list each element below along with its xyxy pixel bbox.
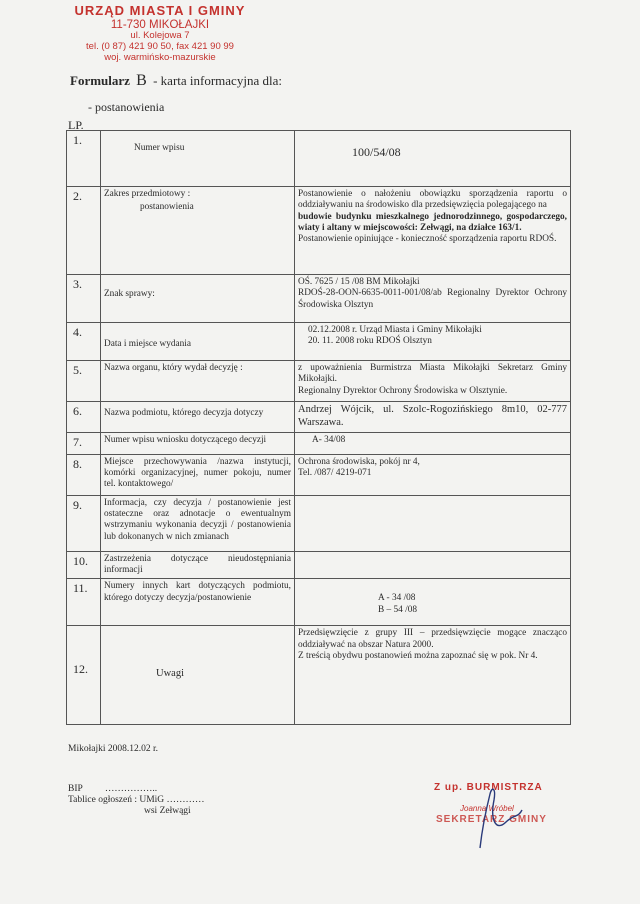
info-card-table xyxy=(66,130,571,725)
table-row xyxy=(67,361,571,402)
row-label xyxy=(101,361,295,402)
issue-date-1: 02.12.2008 r. Urząd Miasta i Gminy Mikołajki xyxy=(308,325,482,335)
form-title xyxy=(70,72,282,90)
row-label xyxy=(101,402,295,433)
row-number: 10. xyxy=(67,551,101,579)
sig-stamp-line1: Z up. BURMISTRZA xyxy=(434,782,543,793)
row-label xyxy=(101,275,295,323)
table-row xyxy=(67,402,571,433)
form-suffix: - karta informacyjna dla: xyxy=(153,73,282,88)
table-row xyxy=(67,323,571,361)
row-value xyxy=(295,402,571,433)
other-cards-1: A - 34 /08 xyxy=(378,593,416,604)
stamp-street: ul. Kolejowa 7 xyxy=(130,30,190,42)
table-row xyxy=(67,626,571,725)
other-cards-label: Numery innych kart dotyczących podmiotu, którego dotyczy decyzja/postanowienie xyxy=(104,581,291,603)
row-value xyxy=(295,579,571,626)
stamp-province: woj. warmińsko-mazurskie xyxy=(104,51,216,63)
row-number: 5. xyxy=(67,361,101,402)
row-number: 4. xyxy=(67,323,101,361)
finality-label: Informacja, czy decyzja / postanowienie jest ostateczne oraz adnotacje o ewentualnym wstrzymaniu wykonania decyzji / postanowienia lub dokonanych w nich zmianach xyxy=(104,497,291,542)
row-label xyxy=(101,131,295,187)
authority-1: z upoważnienia Burmistrza Miasta Mikołajki Sekretarz Gminy Mikołajki. xyxy=(298,363,567,385)
row-number: 11. xyxy=(67,579,101,626)
row-label xyxy=(101,579,295,626)
row-number: 3. xyxy=(67,275,101,323)
row-label xyxy=(101,495,295,551)
signature-stamp xyxy=(430,780,580,850)
row-label xyxy=(101,551,295,579)
remarks-2: Z treścią obydwu postanowień można zapoznać się w pok. Nr 4. xyxy=(298,650,538,661)
row-value xyxy=(295,626,571,725)
place-date: Mikołajki 2008.12.02 r. xyxy=(68,744,158,754)
village-name: wsi Zełwągi xyxy=(144,806,191,816)
bip-dots: …………….. xyxy=(104,784,158,794)
table-row xyxy=(67,579,571,626)
remarks-label: Uwagi xyxy=(156,668,184,680)
sig-stamp-line3: SEKRETARZ GMINY xyxy=(436,814,547,825)
handwritten-signature-icon xyxy=(460,780,560,852)
row-value xyxy=(295,551,571,579)
table-row xyxy=(67,275,571,323)
row-label xyxy=(101,323,295,361)
stamp-phone: tel. (0 87) 421 90 50, fax 421 90 99 xyxy=(86,41,234,53)
row-value xyxy=(295,275,571,323)
remarks-1: Przedsięwzięcie z grupy III – przedsięwzięcie mogące znacząco oddziaływać na obszar Natura 2000. xyxy=(298,628,567,650)
issue-date-2: 20. 11. 2008 roku RDOŚ Olsztyn xyxy=(308,336,432,347)
row-label xyxy=(101,432,295,454)
row-number: 2. xyxy=(67,187,101,275)
bip-line xyxy=(68,784,157,794)
subject-label: Nazwa podmiotu, którego decyzja dotyczy xyxy=(104,408,264,418)
storage-1: Ochrona środowiska, pokój nr 4, xyxy=(298,456,420,467)
sig-stamp-line2: Joanna Wróbel xyxy=(460,804,514,813)
table-row xyxy=(67,131,571,187)
stamp-office-name: URZĄD MIASTA I GMINY xyxy=(74,3,246,18)
row-value xyxy=(295,187,571,275)
table-row xyxy=(67,454,571,495)
row-number-12: 12. xyxy=(73,662,88,677)
scope-sublabel: postanowienia xyxy=(140,202,194,213)
authority-label: Nazwa organu, który wydał decyzję : xyxy=(104,363,243,373)
case-sign-2: RDOŚ-28-OON-6635-0011-001/08/ab Regionalny Dyrektor Ochrony Środowiska Olsztyn xyxy=(298,288,567,310)
row-number: 9. xyxy=(67,495,101,551)
row-value xyxy=(295,495,571,551)
table-row xyxy=(67,495,571,551)
entry-number-value: 100/54/08 xyxy=(352,145,401,159)
request-number-value: A- 34/08 xyxy=(312,434,346,445)
form-prefix: Formularz xyxy=(70,73,130,88)
scope-text-1: Postanowienie o nałożeniu obowiązku sporządzenia raportu o oddziaływaniu na środowisko dla przedsięwzięcia polegającego na xyxy=(298,189,567,211)
bip-label: BIP xyxy=(68,784,83,794)
row-number: 1. xyxy=(67,131,101,187)
row-number xyxy=(67,626,101,725)
notice-boards: Tablice ogłoszeń : UMiG ………… xyxy=(68,795,205,805)
subject-value: Andrzej Wójcik, ul. Szolc-Rogozińskiego 8m10, 02-777 Warszawa. xyxy=(298,404,567,428)
row-number: 8. xyxy=(67,454,101,495)
row-value xyxy=(295,361,571,402)
authority-2: Regionalny Dyrektor Ochrony Środowiska w Olsztynie. xyxy=(298,385,508,396)
scope-text-2: budowie budynku mieszkalnego jednorodzinnego, gospodarczego, wiaty i altany w miejscowości: Zełwągi, na działce 163/1. xyxy=(298,211,567,233)
row-value xyxy=(295,432,571,454)
row-value xyxy=(295,323,571,361)
case-sign-1: OŚ. 7625 / 15 /08 BM Mikołajki xyxy=(298,277,420,287)
other-cards-2: B – 54 /08 xyxy=(378,604,417,615)
storage-2: Tel. /087/ 4219-071 xyxy=(298,467,372,478)
table-row xyxy=(67,187,571,275)
scope-text-3: Postanowienie opiniujące - konieczność sporządzenia raportu RDOŚ. xyxy=(298,234,557,245)
row-label xyxy=(101,187,295,275)
table-row xyxy=(67,432,571,454)
storage-label: Miejsce przechowywania /nazwa instytucji, komórki organizacyjnej, numer pokoju, numer tel. kontaktowego/ xyxy=(104,456,291,490)
table-row xyxy=(67,551,571,579)
row-number: 7. xyxy=(67,432,101,454)
row-number: 6. xyxy=(67,402,101,433)
row-value xyxy=(295,131,571,187)
form-subtitle: - postanowienia xyxy=(88,100,165,114)
office-stamp xyxy=(60,4,260,63)
lp-label: LP. xyxy=(68,118,84,132)
row-label xyxy=(101,626,295,725)
row-label xyxy=(101,454,295,495)
entry-number-label: Numer wpisu xyxy=(134,143,185,153)
restrictions-label: Zastrzeżenia dotyczące nieudostępniania informacji xyxy=(104,553,291,575)
issue-date-label: Data i miejsce wydania xyxy=(104,339,191,349)
scope-label: Zakres przedmiotowy : xyxy=(104,189,191,199)
stamp-postcode-city: 11-730 MIKOŁAJKI xyxy=(110,18,210,31)
case-sign-label: Znak sprawy: xyxy=(104,289,155,299)
request-number-label: Numer wpisu wniosku dotyczącego decyzji xyxy=(104,434,267,445)
row-value xyxy=(295,454,571,495)
form-letter: B xyxy=(136,72,147,89)
